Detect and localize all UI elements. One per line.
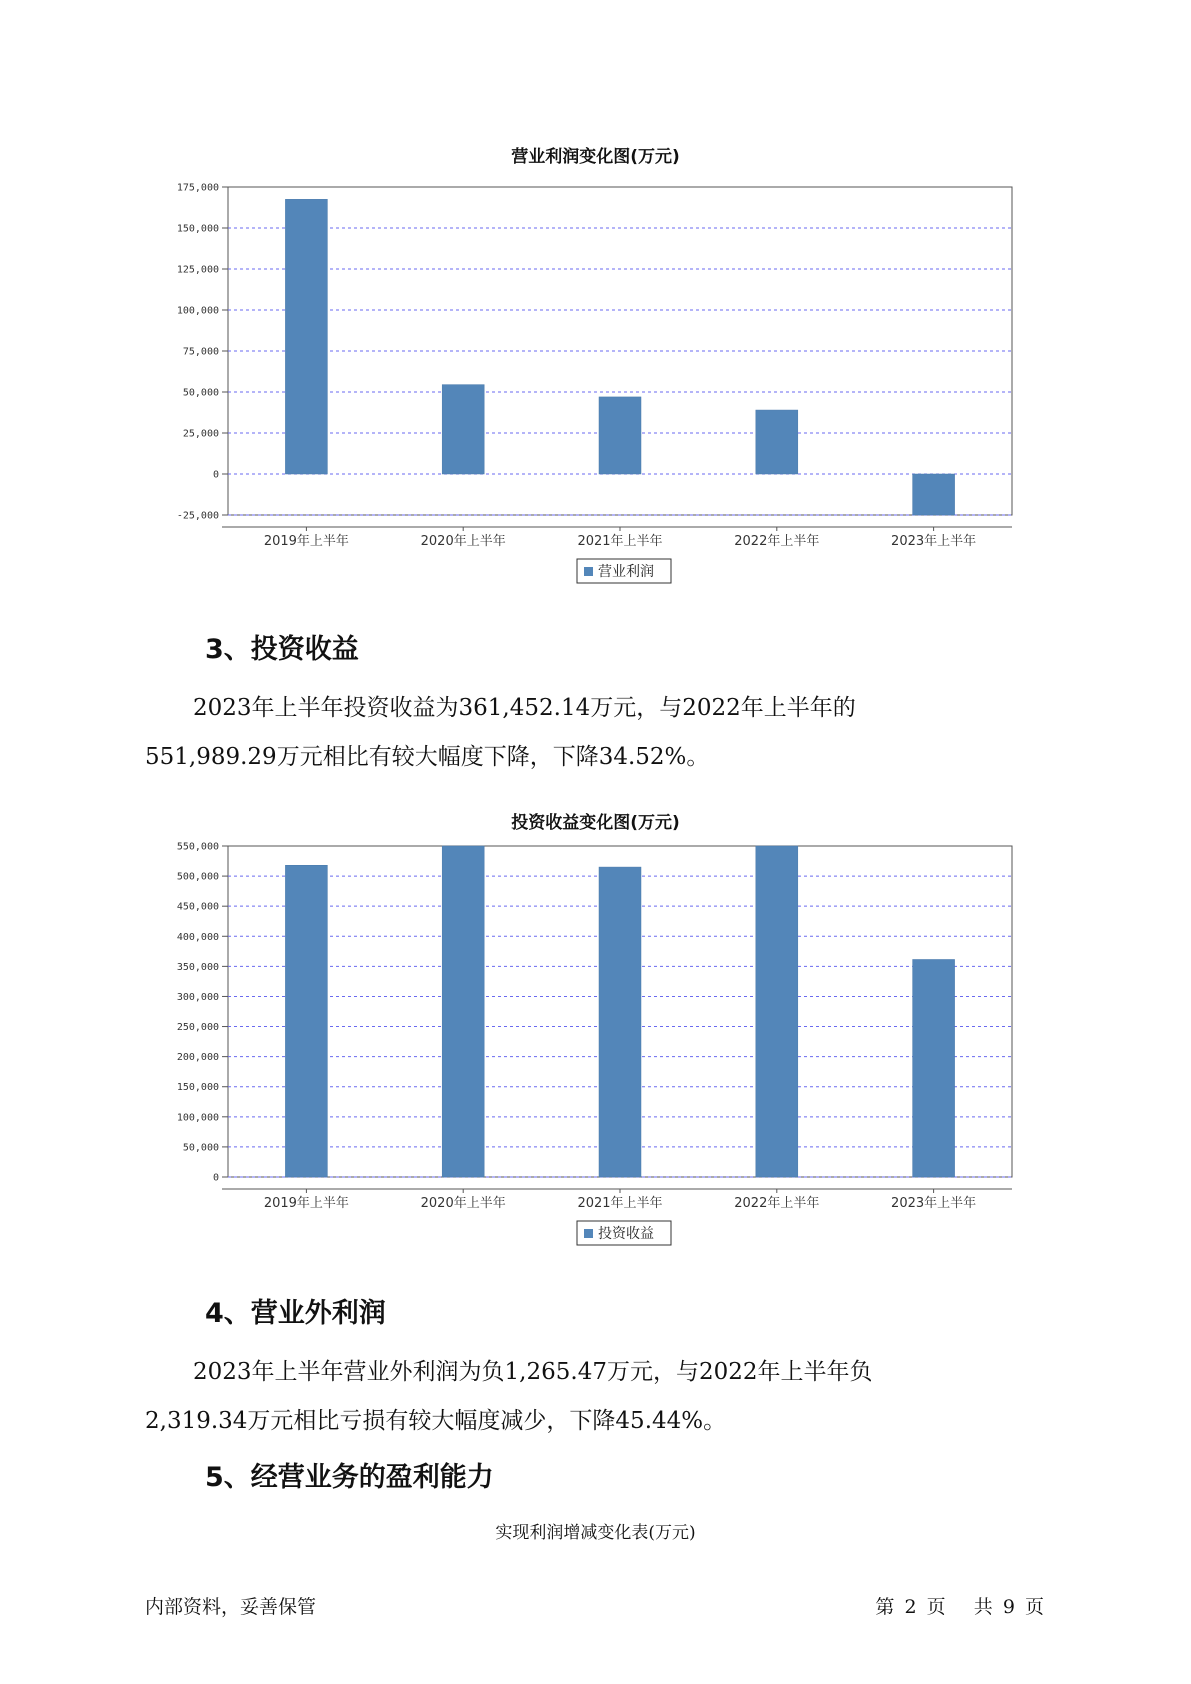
y-tick-label: 0 — [212, 1172, 219, 1184]
legend-label: 投资收益 — [598, 1226, 654, 1242]
page-prefix: 第 — [875, 1596, 895, 1618]
y-tick-label: 100,000 — [176, 305, 219, 317]
x-tick-label: 2019年上半年 — [263, 534, 349, 549]
section3-paragraph-cont — [145, 733, 1005, 782]
chart2-title: 投资收益变化图(万元) — [511, 813, 680, 833]
y-tick-label: 75,000 — [182, 346, 219, 358]
y-tick-label: 400,000 — [176, 931, 219, 943]
y-tick-label: 500,000 — [176, 871, 219, 883]
x-tick-label: 2021年上半年 — [577, 534, 663, 549]
section4-paragraph — [145, 1348, 1005, 1397]
y-tick-label: 100,000 — [176, 1112, 219, 1124]
legend-swatch — [584, 567, 593, 576]
y-tick-label: 125,000 — [176, 264, 219, 276]
section3-line1: 2023年上半年投资收益为361,452.14万元，与2022年上半年的 — [193, 695, 856, 721]
page-total: 9 — [1002, 1596, 1015, 1618]
y-tick-label: 450,000 — [176, 901, 219, 913]
y-tick-label: 200,000 — [176, 1052, 219, 1064]
page-unit: 页 — [926, 1596, 946, 1618]
x-tick-label: 2023年上半年 — [891, 534, 977, 549]
bar-5 — [913, 474, 955, 515]
y-tick-label: 25,000 — [182, 428, 219, 440]
legend-label: 营业利润 — [598, 564, 654, 580]
bar-5 — [913, 959, 955, 1177]
legend-swatch — [584, 1229, 593, 1238]
section4-paragraph-cont — [145, 1397, 1005, 1446]
y-tick-label: 0 — [212, 469, 219, 481]
page-current: 2 — [904, 1596, 917, 1618]
chart1-title: 营业利润变化图(万元) — [511, 147, 680, 167]
investment-income-chart — [0, 832, 1191, 1262]
x-tick-label: 2019年上半年 — [263, 1196, 349, 1211]
footer-confidential-note: 内部资料，妥善保管 — [145, 1596, 317, 1618]
y-tick-label: 175,000 — [176, 182, 219, 194]
section3-heading: 3、投资收益 — [205, 634, 359, 665]
x-tick-label: 2021年上半年 — [577, 1196, 663, 1211]
x-tick-label: 2023年上半年 — [891, 1196, 977, 1211]
section4-line2: 2,319.34万元相比亏损有较大幅度减少，下降45.44%。 — [145, 1408, 727, 1434]
bar-4 — [756, 410, 798, 474]
y-tick-label: 350,000 — [176, 961, 219, 973]
y-tick-label: 250,000 — [176, 1022, 219, 1034]
section3-paragraph — [145, 684, 1005, 733]
section4-heading: 4、营业外利润 — [205, 1298, 386, 1329]
table-caption: 实现利润增减变化表(万元) — [495, 1523, 696, 1543]
x-tick-label: 2022年上半年 — [734, 534, 820, 549]
y-tick-label: 50,000 — [182, 387, 219, 399]
y-tick-label: 150,000 — [176, 1082, 219, 1094]
bar-2 — [442, 385, 484, 474]
total-unit: 页 — [1024, 1596, 1044, 1618]
x-tick-label: 2020年上半年 — [420, 1196, 506, 1211]
footer-page-number — [873, 1592, 1046, 1619]
bar-4 — [756, 846, 798, 1177]
operating-profit-chart — [0, 165, 1191, 595]
y-tick-label: 300,000 — [176, 991, 219, 1003]
x-tick-label: 2022年上半年 — [734, 1196, 820, 1211]
bar-3 — [599, 397, 641, 474]
bar-1 — [285, 199, 327, 474]
x-tick-label: 2020年上半年 — [420, 534, 506, 549]
y-tick-label: 150,000 — [176, 223, 219, 235]
bar-2 — [442, 846, 484, 1177]
y-tick-label: 50,000 — [182, 1142, 219, 1154]
bar-3 — [599, 867, 641, 1177]
section5-heading: 5、经营业务的盈利能力 — [205, 1462, 494, 1493]
section4-line1: 2023年上半年营业外利润为负1,265.47万元，与2022年上半年负 — [193, 1359, 873, 1385]
y-tick-label: 550,000 — [176, 841, 219, 853]
bar-1 — [285, 865, 327, 1177]
section3-line2: 551,989.29万元相比有较大幅度下降，下降34.52%。 — [145, 744, 710, 770]
y-tick-label: -25,000 — [176, 510, 219, 522]
total-prefix: 共 — [973, 1596, 993, 1618]
